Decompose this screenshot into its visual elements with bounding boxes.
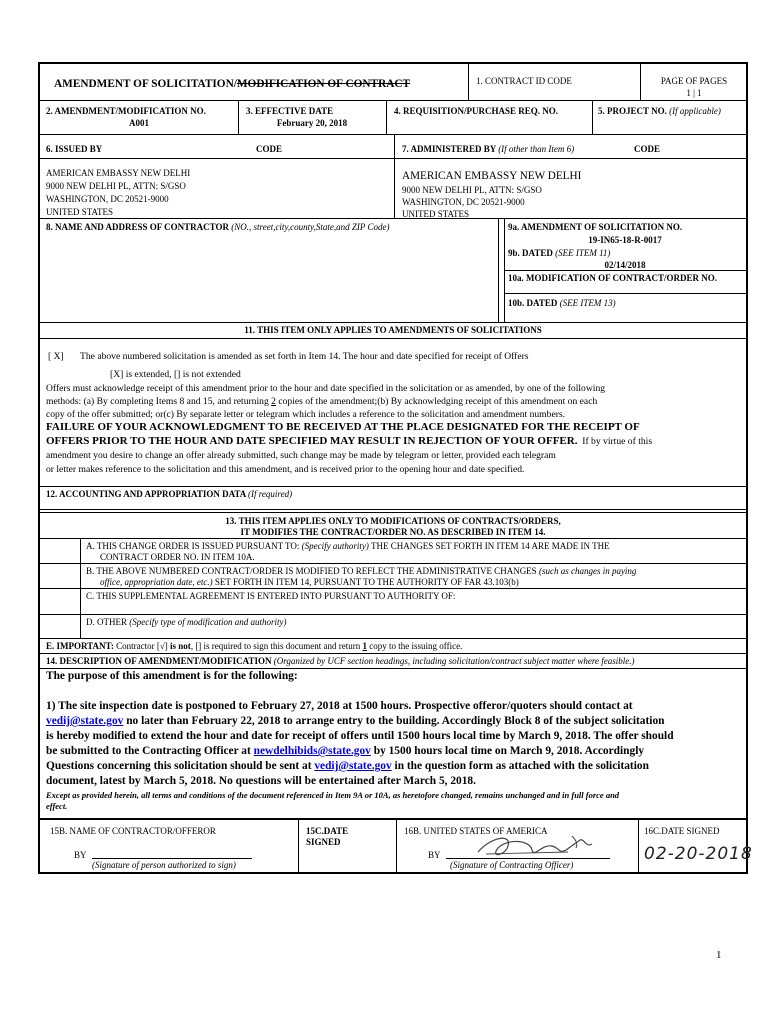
item-11-line-9: or letter makes reference to the solicitation and this amendment, and is received prior to the opening hour and date specified. xyxy=(46,464,525,475)
project-no-label: 5. PROJECT NO. (If applicable) xyxy=(598,106,721,116)
item-11-line-3: Offers must acknowledge receipt of this amendment prior to the hour and date specified in the solicitation or as amended, by one of the following xyxy=(46,383,606,394)
item-11-warning-2: OFFERS PRIOR TO THE HOUR AND DATE SPECIFIED MAY RESULT IN REJECTION OF YOUR OFFER. If by virtue of this xyxy=(46,435,653,447)
dated-9b-value: 02/14/2018 xyxy=(604,260,646,270)
modification-no-label: 10a. MODIFICATION OF CONTRACT/ORDER NO. xyxy=(508,273,718,283)
email-link-bids[interactable]: newdelhibids@state.gov xyxy=(253,745,371,757)
item-11-line-8: amendment you desire to change an offer already submitted, such change may be made by telegram or letter, provided each telegram xyxy=(46,450,556,461)
issued-by-line-1: AMERICAN EMBASSY NEW DELHI xyxy=(46,168,191,178)
item-14-para-2: vedij@state.gov no later than February 22, 2018 to arrange entry to the building. Accordingly Block 8 of the subject solicitation xyxy=(46,715,665,727)
item-12-label: 12. ACCOUNTING AND APPROPRIATION DATA (If required) xyxy=(46,489,293,499)
item-14-para-5: Questions concerning this solicitation should be sent at vedij@state.gov in the question form as attached with the solicitation xyxy=(46,760,649,772)
important-line: E. IMPORTANT: Contractor [√] is not, [] is required to sign this document and return 1 copy to the issuing office. xyxy=(46,641,463,651)
amendment-form xyxy=(38,62,753,874)
item-13-heading-2: IT MODIFIES THE CONTRACT/ORDER NO. AS DESCRIBED IN ITEM 14. xyxy=(240,527,546,537)
item-11-line-5: copy of the offer submitted; or(c) By separate letter or telegram which includes a reference to the solicitation and amendment numbers. xyxy=(46,409,566,420)
contract-id-label: 1. CONTRACT ID CODE xyxy=(476,76,572,86)
requisition-label: 4. REQUISITION/PURCHASE REQ. NO. xyxy=(394,106,559,116)
email-link-2[interactable]: vedij@state.gov xyxy=(314,760,392,772)
item-13-d: D. OTHER (Specify type of modification and authority) xyxy=(86,617,287,627)
page-number: 1 xyxy=(716,949,722,961)
administered-by-line-1: 9000 NEW DELHI PL, ATTN: S/GSO xyxy=(402,185,542,195)
solicitation-number: 19-IN65-18-R-0017 xyxy=(588,235,662,245)
item-14-para-4: be submitted to the Contracting Officer at newdelhibids@state.gov by 1500 hours local time on March 9, 2018. Accordingly xyxy=(46,745,645,757)
item-13-a-line-1: A. THIS CHANGE ORDER IS ISSUED PURSUANT TO: (Specify authority) THE CHANGES SET FORTH IN ITEM 14 ARE MADE IN THE xyxy=(86,541,610,551)
item-14-para-1: 1) The site inspection date is postponed to February 27, 2018 at 1500 hours. Prospective offeror/quoters should contact at xyxy=(46,700,633,712)
contractor-label: 8. NAME AND ADDRESS OF CONTRACTOR (NO., street,city,county,State,and ZIP Code) xyxy=(46,222,390,232)
contractor-signature-caption: (Signature of person authorized to sign) xyxy=(92,860,236,870)
contractor-name-label: 15B. NAME OF CONTRACTOR/OFFEROR xyxy=(50,826,216,836)
issued-by-line-4: UNITED STATES xyxy=(46,207,114,217)
united-states-label: 16B. UNITED STATES OF AMERICA xyxy=(404,826,548,836)
effective-date-label: 3. EFFECTIVE DATE xyxy=(246,106,334,116)
item-14-except-1: Except as provided herein, all terms and conditions of the document referenced in Item 9A or 10A, as heretofore changed, remains unchanged and in full force and xyxy=(46,790,620,800)
item-11-heading: 11. THIS ITEM ONLY APPLIES TO AMENDMENTS OF SOLICITATIONS xyxy=(244,325,542,335)
item-11-warning-1: FAILURE OF YOUR ACKNOWLEDGMENT TO BE RECEIVED AT THE PLACE DESIGNATED FOR THE RECEIPT OF xyxy=(46,421,640,433)
item-11-extended: [X] is extended, [] is not extended xyxy=(110,369,241,380)
page-of-pages-value: 1 | 1 xyxy=(686,88,702,98)
by-label-officer: BY xyxy=(428,850,441,860)
amendment-no-label: 2. AMENDMENT/MODIFICATION NO. xyxy=(46,106,206,116)
effective-date-value: February 20, 2018 xyxy=(276,118,348,128)
email-link-1[interactable]: vedij@state.gov xyxy=(46,715,124,727)
item-13-b-line-1: B. THE ABOVE NUMBERED CONTRACT/ORDER IS MODIFIED TO REFLECT THE ADMINISTRATIVE CHANGES (such as changes in paying xyxy=(86,566,637,576)
issued-by-label: 6. ISSUED BY xyxy=(46,144,103,154)
issued-by-line-3: WASHINGTON, DC 20521-9000 xyxy=(46,194,169,204)
officer-signature xyxy=(472,830,602,864)
item-14-label: 14. DESCRIPTION OF AMENDMENT/MODIFICATION (Organized by UCF section headings, including solicitation/contract subject matter where feasible.) xyxy=(46,656,635,666)
item-11-check: [ X] xyxy=(48,351,64,362)
item-13-a-line-2: CONTRACT ORDER NO. IN ITEM 10A. xyxy=(100,552,255,562)
dated-9b-label: 9b. DATED (SEE ITEM 11) xyxy=(508,248,611,258)
page-of-pages-label: PAGE OF PAGES xyxy=(660,76,728,86)
amendment-no-value: A001 xyxy=(129,118,149,128)
issued-by-code-label: CODE xyxy=(256,144,283,154)
item-13-c: C. THIS SUPPLEMENTAL AGREEMENT IS ENTERED INTO PURSUANT TO AUTHORITY OF: xyxy=(86,591,456,601)
item-14-purpose: The purpose of this amendment is for the following: xyxy=(46,670,298,682)
item-13-heading-1: 13. THIS ITEM APPLIES ONLY TO MODIFICATIONS OF CONTRACTS/ORDERS, xyxy=(225,516,561,526)
issued-by-line-2: 9000 NEW DELHI PL, ATTN: S/GSO xyxy=(46,181,186,191)
administered-by-code-label: CODE xyxy=(634,144,661,154)
item-11-line-1: The above numbered solicitation is amended as set forth in Item 14. The hour and date specified for receipt of Offers xyxy=(80,351,529,362)
officer-signature-caption: (Signature of Contracting Officer) xyxy=(450,860,574,870)
contractor-signature-line[interactable] xyxy=(92,858,252,859)
dated-10b-label: 10b. DATED (SEE ITEM 13) xyxy=(508,298,616,308)
item-11-line-4: methods: (a) By completing Items 8 and 15, and returning 2 copies of the amendment;(b) By acknowledging receipt of this amendment on each xyxy=(46,396,598,407)
amendment-of-solicitation-label: 9a. AMENDMENT OF SOLICITATION NO. xyxy=(508,222,683,232)
by-label-contractor: BY xyxy=(74,850,87,860)
item-14-para-6: document, latest by March 5, 2018. No questions will be entertained after March 5, 2018. xyxy=(46,775,476,787)
item-13-b-line-2: office, appropriation date, etc.) SET FORTH IN ITEM 14, PURSUANT TO THE AUTHORITY OF FAR 43.103(b) xyxy=(100,577,519,587)
date-signed-15c-line-1: 15C.DATE xyxy=(306,826,349,836)
administered-by-line-2: WASHINGTON, DC 20521-9000 xyxy=(402,197,525,207)
item-14-except-2: effect. xyxy=(46,801,68,811)
administered-by-name: AMERICAN EMBASSY NEW DELHI xyxy=(402,170,582,182)
form-title: AMENDMENT OF SOLICITATION/MODIFICATION OF CONTRACT xyxy=(54,78,411,90)
administered-by-label: 7. ADMINISTERED BY (If other than Item 6) xyxy=(402,144,575,154)
item-14-para-3: is hereby modified to extend the hour and date for receipt of offers until 1500 hours local time by March 9, 2018. The offer should xyxy=(46,730,674,742)
date-signed-16c-value: 02-20-2018 xyxy=(644,844,753,864)
date-signed-16c-label: 16C.DATE SIGNED xyxy=(644,826,720,836)
administered-by-line-3: UNITED STATES xyxy=(402,209,470,219)
date-signed-15c-line-2: SIGNED xyxy=(306,837,341,847)
